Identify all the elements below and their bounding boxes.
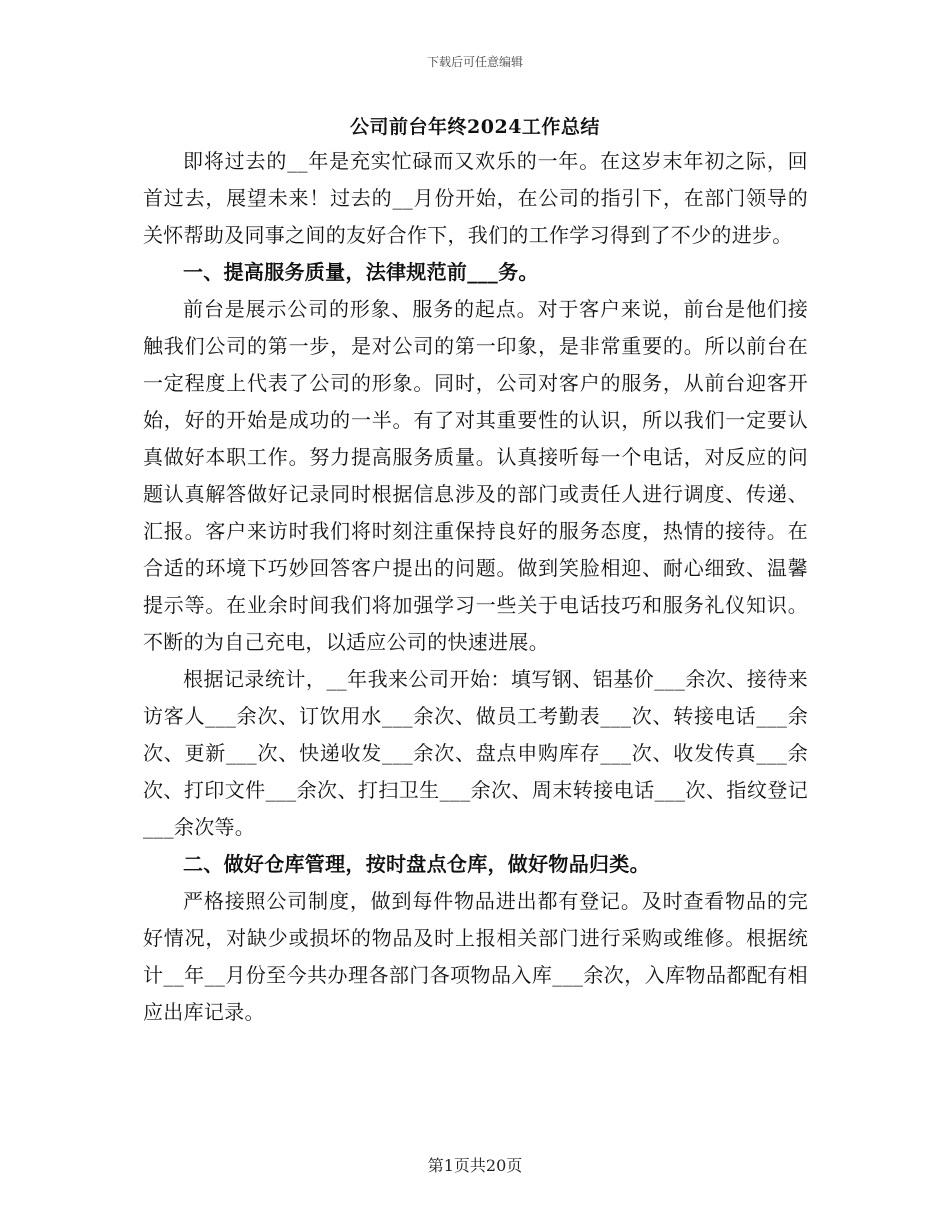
page-number: 第1页共20页 (427, 1156, 523, 1175)
section-heading-1: 一、提高服务质量，法律规范前___务。 (183, 260, 539, 284)
document-title: 公司前台年终2024工作总结 (350, 116, 600, 138)
section-1-paragraph: 前台是展示公司的形象、服务的起点。对于客户来说，前台是他们接触我们公司的第一步，是对公司的第一印象，是非常重要的。所以前台在一定程度上代表了公司的形象。同时，公司对客户的服务，从前台迎客开始，好的开始是成功的一半。有了对其重要性的认识，所以我们一定要认真做好本职工作。努力提高服务质量。认真接听每一个电话，对反应的问题认真解答做好记录同时根据信息涉及的部门或责任人进行调度、传递、汇报。客户来访时我们将时刻注重保持良好的服务态度，热情的接待。在合适的环境下巧妙回答客户提出的问题。做到笑脸相迎、耐心细致、温馨提示等。在业余时间我们将加强学习一些关于电话技巧和服务礼仪知识。不断的为自己充电，以适应公司的快速进展。 (143, 297, 808, 654)
statistics-paragraph: 根据记录统计，__年我来公司开始：填写钢、铝基价___余次、接待来访客人___余次、订饮用水___余次、做员工考勤表___次、转接电话___余次、更新___次、快递收发___余次、盘点申购库存___次、收发传真___余次、打印文件___余次、打扫卫生___余次、周末转接电话___次、指纹登记___余次等。 (143, 667, 808, 839)
document-body (143, 143, 808, 1031)
section-heading-2: 二、做好仓库管理，按时盘点仓库，做好物品归类。 (183, 852, 650, 876)
header-note: 下载后可任意编辑 (426, 55, 523, 69)
intro-paragraph: 即将过去的__年是充实忙碌而又欢乐的一年。在这岁末年初之际，回首过去，展望未来！过去的__月份开始，在公司的指引下，在部门领导的关怀帮助及同事之间的友好合作下，我们的工作学习得到了不少的进步。 (143, 149, 808, 247)
section-2-paragraph: 严格接照公司制度，做到每件物品进出都有登记。及时查看物品的完好情况，对缺少或损坏的物品及时上报相关部门进行采购或维修。根据统计__年__月份至今共办理各部门各项物品入库___余次，入库物品都配有相应出库记录。 (143, 889, 808, 1024)
